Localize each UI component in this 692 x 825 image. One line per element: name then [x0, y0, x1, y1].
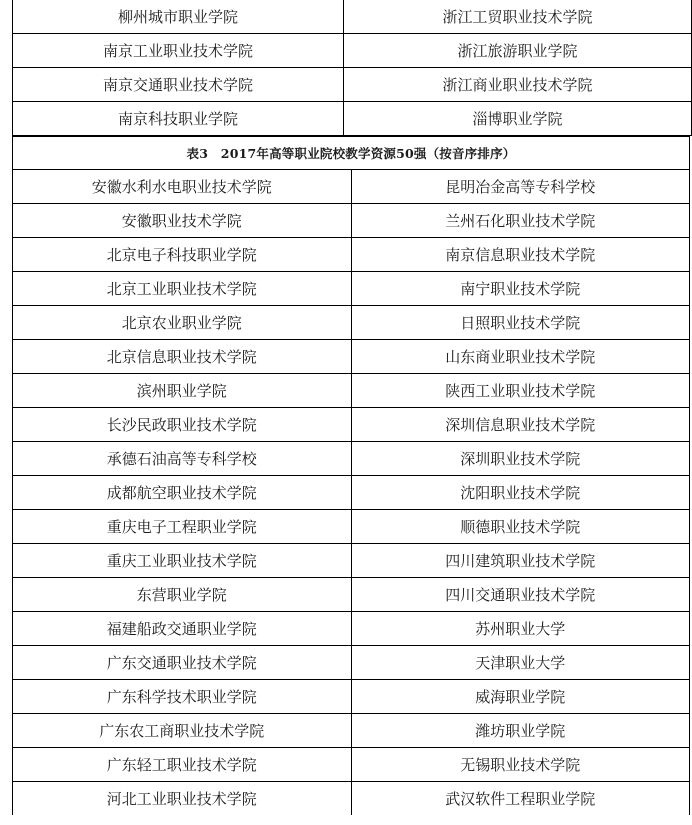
table-row: [13, 102, 692, 136]
table-cell: 东营职业学院: [13, 578, 352, 612]
table-3: [12, 136, 690, 815]
table-cell: 山东商业职业技术学院: [351, 340, 690, 374]
table-2-tail: [12, 0, 692, 136]
table-row: [13, 170, 690, 204]
table-cell: 承德石油高等专科学校: [13, 442, 352, 476]
table-cell: 浙江旅游职业学院: [344, 34, 692, 68]
table-row: [13, 578, 690, 612]
table-cell: 昆明冶金高等专科学校: [351, 170, 690, 204]
table-cell: 河北工业职业技术学院: [13, 782, 352, 816]
table-row: [13, 544, 690, 578]
table-cell: 南京科技职业学院: [13, 102, 344, 136]
table-row: [13, 68, 692, 102]
table-row: [13, 646, 690, 680]
table-cell: 威海职业学院: [351, 680, 690, 714]
table-row: [13, 680, 690, 714]
table-caption-row: [13, 137, 690, 170]
table-cell: 广东交通职业技术学院: [13, 646, 352, 680]
table-cell: 北京电子科技职业学院: [13, 238, 352, 272]
table-cell: 安徽职业技术学院: [13, 204, 352, 238]
table-row: [13, 340, 690, 374]
table-row: [13, 748, 690, 782]
table-cell: 天津职业大学: [351, 646, 690, 680]
table-cell: 广东轻工职业技术学院: [13, 748, 352, 782]
table-cell: 日照职业技术学院: [351, 306, 690, 340]
table-cell: 武汉软件工程职业学院: [351, 782, 690, 816]
table-cell: 深圳信息职业技术学院: [351, 408, 690, 442]
table-cell: 福建船政交通职业学院: [13, 612, 352, 646]
table-row: [13, 782, 690, 816]
table-row: [13, 0, 692, 34]
table-cell: 南宁职业技术学院: [351, 272, 690, 306]
table-cell: 兰州石化职业技术学院: [351, 204, 690, 238]
table-row: [13, 238, 690, 272]
document-page: [12, 0, 690, 815]
table-cell: 深圳职业技术学院: [351, 442, 690, 476]
table-cell: 沈阳职业技术学院: [351, 476, 690, 510]
table-cell: 安徽水利水电职业技术学院: [13, 170, 352, 204]
table-cell: 浙江工贸职业技术学院: [344, 0, 692, 34]
table-cell: 重庆电子工程职业学院: [13, 510, 352, 544]
table-row: [13, 510, 690, 544]
table-cell: 四川建筑职业技术学院: [351, 544, 690, 578]
table-cell: 广东农工商职业技术学院: [13, 714, 352, 748]
table-cell: 潍坊职业学院: [351, 714, 690, 748]
table-row: [13, 476, 690, 510]
table-cell: 北京农业职业学院: [13, 306, 352, 340]
table-row: [13, 204, 690, 238]
table-cell: 重庆工业职业技术学院: [13, 544, 352, 578]
table-cell: 北京工业职业技术学院: [13, 272, 352, 306]
table-cell: 南京信息职业技术学院: [351, 238, 690, 272]
table-cell: 无锡职业技术学院: [351, 748, 690, 782]
table-cell: 南京交通职业技术学院: [13, 68, 344, 102]
table-row: [13, 408, 690, 442]
table-cell: 苏州职业大学: [351, 612, 690, 646]
table-row: [13, 34, 692, 68]
table-cell: 柳州城市职业学院: [13, 0, 344, 34]
table-caption: 表3 2017年高等职业院校教学资源50强（按音序排序）: [13, 137, 690, 170]
table-cell: 滨州职业学院: [13, 374, 352, 408]
table-cell: 顺德职业技术学院: [351, 510, 690, 544]
table-row: [13, 714, 690, 748]
table-row: [13, 306, 690, 340]
table-cell: 南京工业职业技术学院: [13, 34, 344, 68]
table-row: [13, 272, 690, 306]
table-cell: 四川交通职业技术学院: [351, 578, 690, 612]
table-cell: 浙江商业职业技术学院: [344, 68, 692, 102]
table-cell: 成都航空职业技术学院: [13, 476, 352, 510]
table-row: [13, 442, 690, 476]
table-cell: 陕西工业职业技术学院: [351, 374, 690, 408]
table-row: [13, 612, 690, 646]
table-cell: 长沙民政职业技术学院: [13, 408, 352, 442]
table-cell: 北京信息职业技术学院: [13, 340, 352, 374]
table-cell: 淄博职业学院: [344, 102, 692, 136]
table-cell: 广东科学技术职业学院: [13, 680, 352, 714]
table-row: [13, 374, 690, 408]
